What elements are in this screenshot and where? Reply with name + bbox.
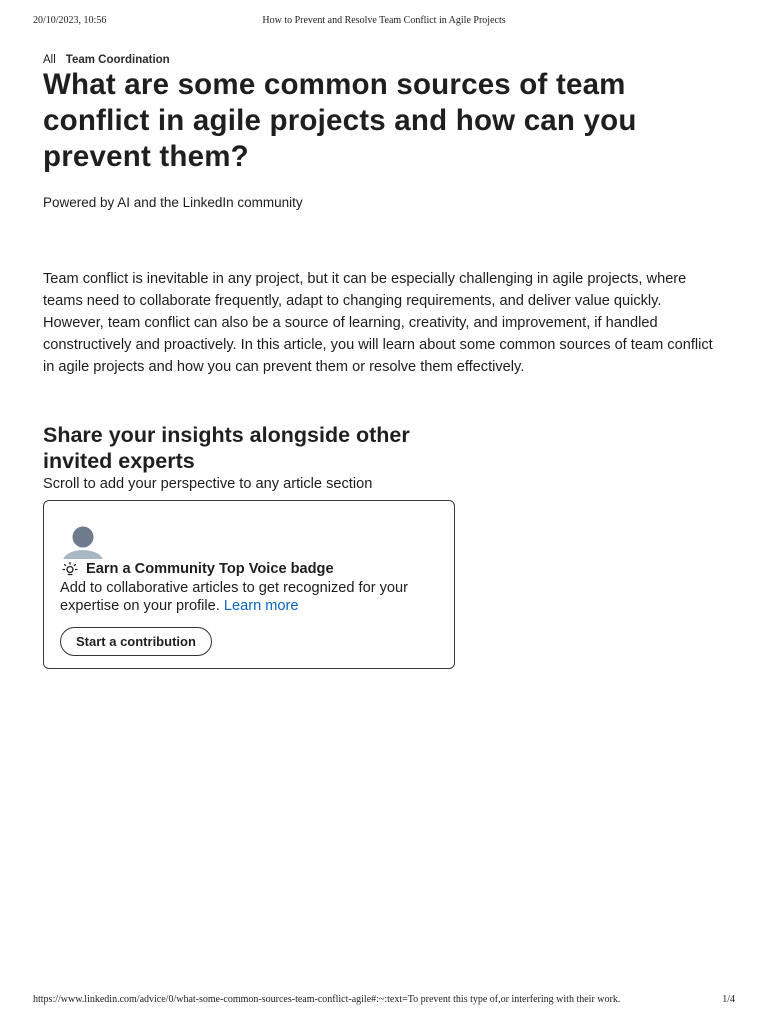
insights-heading: Share your insights alongside other invited experts xyxy=(43,423,410,473)
page-title: What are some common sources of team conflict in agile projects and how can you prevent them? xyxy=(43,68,637,173)
print-url: https://www.linkedin.com/advice/0/what-some-common-sources-team-conflict-agile#:~:text=To prevent this type of,or interfering with their work. xyxy=(33,994,621,1005)
contribution-card xyxy=(43,500,455,669)
print-footer xyxy=(0,994,768,1010)
print-header xyxy=(0,15,768,31)
print-document-title: How to Prevent and Resolve Team Conflict in Agile Projects xyxy=(262,15,506,26)
breadcrumb-all[interactable]: All xyxy=(43,54,56,66)
powered-by-text: Powered by AI and the LinkedIn community xyxy=(43,195,303,210)
print-datetime: 20/10/2023, 10:56 xyxy=(33,15,107,26)
lightbulb-icon xyxy=(62,561,78,577)
breadcrumb xyxy=(43,54,170,66)
print-page-number: 1/4 xyxy=(722,994,735,1005)
start-contribution-button[interactable]: Start a contribution xyxy=(60,627,212,656)
breadcrumb-team-coordination[interactable]: Team Coordination xyxy=(65,54,170,66)
badge-row xyxy=(62,561,334,577)
card-description xyxy=(60,579,440,615)
article-intro: Team conflict is inevitable in any project, but it can be especially challenging in agile projects, where teams need to collaborate frequently, adapt to changing requirements, and deliver value quickly. However, team conflict can also be a source of learning, creativity, and improvement, if handled constructively and proactively. In this article, you will learn about some common sources of team conflict in agile projects and how you can prevent them or resolve them effectively. xyxy=(43,271,713,375)
insights-subheading: Scroll to add your perspective to any article section xyxy=(43,476,373,492)
user-avatar-icon xyxy=(61,525,103,559)
learn-more-link[interactable]: Learn more xyxy=(223,598,299,614)
card-description-text: Add to collaborative articles to get recognized for your expertise on your profile. xyxy=(60,580,409,614)
badge-title: Earn a Community Top Voice badge xyxy=(86,561,334,577)
